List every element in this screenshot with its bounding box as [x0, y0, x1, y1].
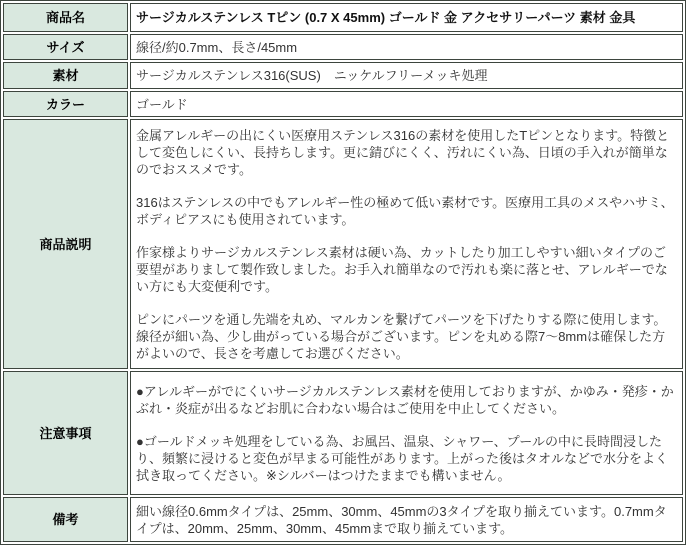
- row-label-size: サイズ: [3, 34, 128, 60]
- row-value-product-name: サージカルステンレス Tピン (0.7 X 45mm) ゴールド 金 アクセサリーパーツ 素材 金具: [130, 3, 683, 32]
- description-paragraph: 作家様よりサージカルステンレス素材は硬い為、カットしたり加工しやすい細いタイプのご要望がありまして製作致しました。お手入れ簡単なので汚れも楽に落とせ、アレルギーでない方にも大変便利です。: [136, 244, 668, 294]
- description-paragraph: ピンにパーツを通し先端を丸め、マルカンを繋げてパーツを下げたりする際に使用します。線径が細い為、少し曲がっている場合がございます。ピンを丸める際7～8mmは確保した方がよいので、長さを考慮してお選びください。: [136, 311, 667, 361]
- row-value-remarks: 細い線径0.6mmタイプは、25mm、30mm、45mmの3タイプを取り揃えています。0.7mmタイプは、20mm、25mm、30mm、45mmまで取り揃えています。: [130, 497, 683, 542]
- row-label-cautions: 注意事項: [3, 371, 128, 495]
- row-value-cautions: [130, 371, 683, 495]
- row-label-material: 素材: [3, 62, 128, 89]
- spec-row-size: [3, 34, 683, 60]
- caution-paragraph: ●ゴールドメッキ処理をしている為、お風呂、温泉、シャワー、プールの中に長時間浸したり、頻繁に浸けると変色が早まる可能性があります。上がった後はタオルなどで水分をよく拭き取ってください。※シルバーはつけたままでも構いません。: [136, 433, 668, 483]
- caution-paragraph: ●アレルギーがでにくいサージカルステンレス素材を使用しておりますが、かゆみ・発疹・かぶれ・炎症が出るなどお肌に合わない場合はご使用を中止してください。: [136, 383, 674, 416]
- spec-row-remarks: [3, 497, 683, 542]
- spec-row-product-name: [3, 3, 683, 32]
- spec-row-description: [3, 119, 683, 369]
- description-paragraph: 316はステンレスの中でもアレルギー性の極めて低い素材です。医療用工具のメスやハサミ、ボディピアスにも使用されています。: [136, 194, 674, 227]
- spec-row-color: [3, 91, 683, 117]
- row-label-description: 商品説明: [3, 119, 128, 369]
- spec-row-material: [3, 62, 683, 89]
- row-label-remarks: 備考: [3, 497, 128, 542]
- row-label-product-name: 商品名: [3, 3, 128, 32]
- row-value-size: 線径/約0.7mm、長さ/45mm: [130, 34, 683, 60]
- spec-row-cautions: [3, 371, 683, 495]
- row-label-color: カラー: [3, 91, 128, 117]
- row-value-description: [130, 119, 683, 369]
- row-value-color: ゴールド: [130, 91, 683, 117]
- row-value-material: サージカルステンレス316(SUS) ニッケルフリーメッキ処理: [130, 62, 683, 89]
- description-paragraph: 金属アレルギーの出にくい医療用ステンレス316の素材を使用したTピンとなります。特徴として変色しにくい、長持ちします。更に錆びにくく、汚れにくい為、日頃の手入れが簡単なのでおススメです。: [136, 127, 670, 177]
